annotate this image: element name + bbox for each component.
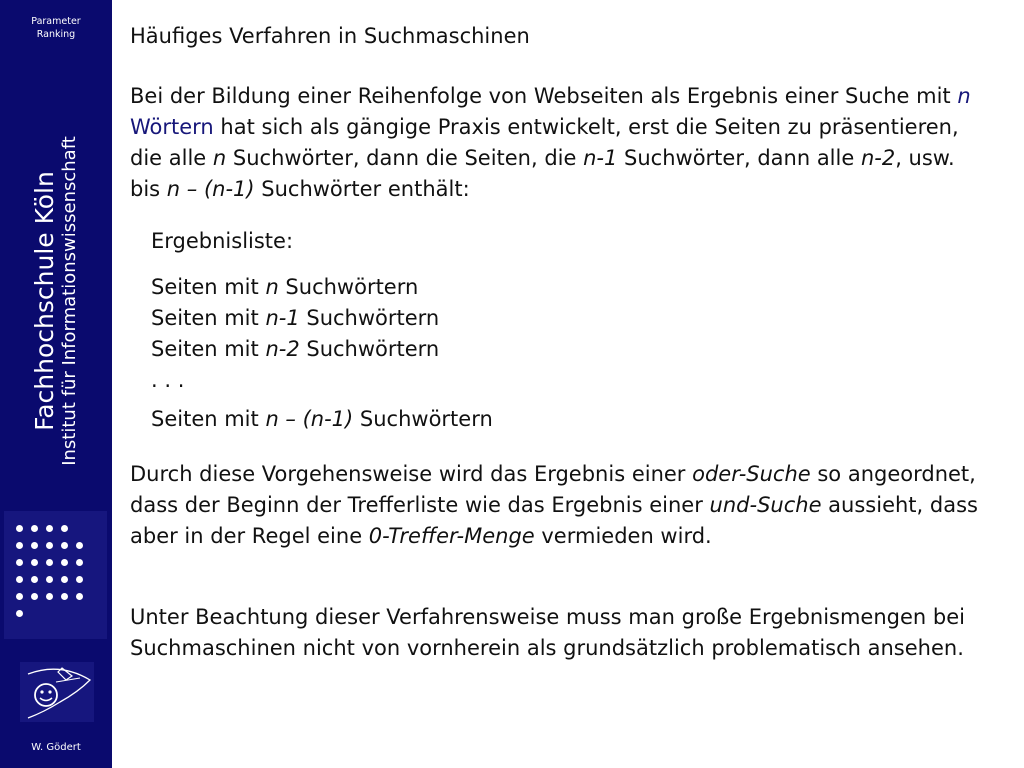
decorative-dot	[31, 542, 38, 549]
decorative-dot	[31, 576, 38, 583]
decorative-dot	[61, 542, 68, 549]
list-item: Seiten mit n-2 Suchwörtern	[151, 337, 440, 361]
decorative-dot	[46, 559, 53, 566]
decorative-dot	[31, 525, 38, 532]
author-name: W. Gödert	[31, 742, 81, 753]
decorative-dot	[16, 542, 23, 549]
decorative-dot	[76, 576, 83, 583]
decorative-dot	[31, 593, 38, 600]
list-item: Seiten mit n – (n-1) Suchwörtern	[151, 407, 493, 431]
slide-title: Häufiges Verfahren in Suchmaschinen	[130, 24, 530, 48]
decorative-dot	[46, 593, 53, 600]
decorative-dot	[76, 542, 83, 549]
result-list	[151, 226, 493, 435]
paragraph-conclusion: Unter Beachtung dieser Verfahrensweise muss man große Ergebnismengen bei Suchmaschinen nicht von vornherein als grundsätzlich problematisch ansehen.	[130, 605, 965, 660]
sidebar	[0, 0, 112, 768]
decorative-dot	[46, 576, 53, 583]
decorative-dot	[61, 593, 68, 600]
decorative-dot	[61, 576, 68, 583]
decorative-dot	[16, 559, 23, 566]
decorative-dot	[76, 593, 83, 600]
vertical-branding	[14, 110, 98, 492]
smiley-face-icon	[20, 662, 94, 722]
topic-line-1: Parameter	[31, 16, 81, 27]
paragraph-explanation: Durch diese Vorgehensweise wird das Ergebnis einer oder-Suche so angeordnet, dass der Beginn der Trefferliste wie das Ergebnis einer und-Suche aussieht, dass aber in der Regel eine 0-Treffer-Menge vermieden wird.	[130, 462, 978, 548]
topic-line-2: Ranking	[36, 29, 76, 40]
paragraph-intro: Bei der Bildung einer Reihenfolge von Webseiten als Ergebnis einer Suche mit n Wörtern hat sich als gängige Praxis entwickelt, erst die Seiten zu präsentieren, die alle n Suchwörter, dann die Seiten, die n-1 Suchwörter, dann alle n-2, usw. bis n – (n-1) Suchwörter enthält:	[130, 84, 971, 201]
decorative-dot	[16, 576, 23, 583]
list-item: Seiten mit n-1 Suchwörtern	[151, 306, 440, 330]
decorative-dot	[16, 610, 23, 617]
decorative-dot	[76, 559, 83, 566]
institute-name: Institut für Informationswissenschaft	[59, 136, 80, 466]
list-item: Seiten mit n Suchwörtern	[151, 275, 419, 299]
decorative-dot	[16, 593, 23, 600]
dot-grid-decoration	[4, 511, 107, 639]
list-ellipsis: . . .	[151, 368, 185, 392]
slide-topic	[0, 15, 112, 41]
decorative-dot	[16, 525, 23, 532]
decorative-dot	[31, 559, 38, 566]
decorative-dot	[46, 525, 53, 532]
decorative-dot	[61, 559, 68, 566]
decorative-dot	[61, 525, 68, 532]
decorative-dot	[46, 542, 53, 549]
institution-name: Fachhochschule Köln	[30, 171, 59, 431]
result-list-header: Ergebnisliste:	[151, 229, 294, 253]
